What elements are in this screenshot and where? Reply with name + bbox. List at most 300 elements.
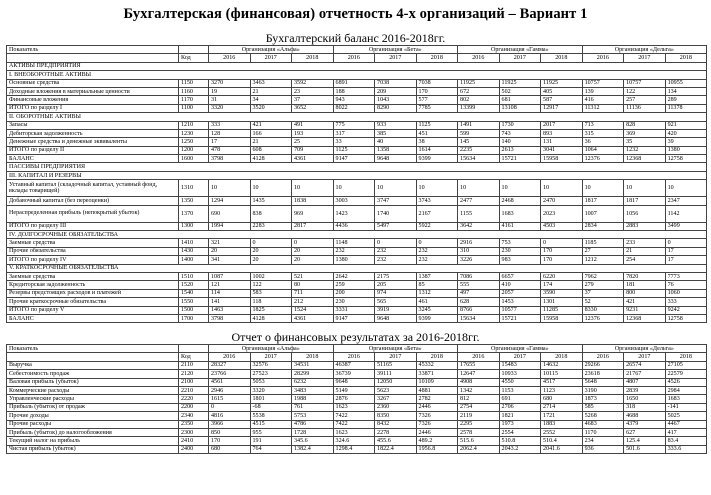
value-cell: 4379 [624, 420, 666, 428]
value-cell: 76 [665, 281, 707, 289]
section-label: III. КАПИТАЛ И РЕЗЕРВЫ [7, 171, 707, 179]
value-cell: 12368 [624, 155, 666, 163]
value-cell: 17 [665, 256, 707, 264]
value-cell: 10757 [624, 79, 666, 87]
value-cell: 5753 [292, 412, 334, 420]
row-code: 2120 [179, 370, 209, 378]
value-cell: 85 [416, 281, 458, 289]
value-cell: 318 [624, 403, 666, 411]
value-cell: 14632 [541, 361, 583, 369]
value-cell: 122 [250, 281, 292, 289]
year-header: 2018 [541, 54, 583, 62]
row-code: 1310 [179, 180, 209, 197]
value-cell: 11925 [499, 79, 541, 87]
value-cell: 232 [375, 256, 417, 264]
value-cell: 22579 [665, 370, 707, 378]
table-row [7, 79, 707, 87]
table-row [7, 403, 707, 411]
value-cell: 4908 [458, 378, 500, 386]
value-cell: 0 [375, 239, 417, 247]
value-cell: 1994 [209, 222, 251, 230]
value-cell: 11285 [541, 306, 583, 314]
value-cell: 1817 [624, 197, 666, 205]
row-code: 2410 [179, 437, 209, 445]
value-cell: 2295 [458, 420, 500, 428]
value-cell: 23 [292, 87, 334, 95]
row-label: БАЛАНС [7, 314, 179, 322]
value-cell: 114 [209, 289, 251, 297]
value-cell: 955 [250, 428, 292, 436]
year-header: 2017 [375, 353, 417, 361]
value-cell: 3483 [292, 386, 334, 394]
row-code: 1300 [179, 222, 209, 230]
table-row [7, 298, 707, 306]
row-label: Финансовые вложения [7, 96, 179, 104]
year-header: 2016 [333, 54, 375, 62]
table-row [7, 155, 707, 163]
value-cell: 170 [541, 256, 583, 264]
value-cell: 12917 [541, 104, 583, 112]
value-cell: 5149 [333, 386, 375, 394]
value-cell: 1728 [292, 428, 334, 436]
value-cell: 3747 [375, 197, 417, 205]
value-cell: 4561 [209, 378, 251, 386]
year-header: 2017 [499, 54, 541, 62]
value-cell: 17655 [458, 361, 500, 369]
value-cell: 4503 [541, 222, 583, 230]
value-cell: 1491 [458, 121, 500, 129]
value-cell: 12647 [458, 370, 500, 378]
value-cell: 691 [499, 395, 541, 403]
value-cell: 17 [209, 138, 251, 146]
row-code: 1400 [179, 256, 209, 264]
year-header: 2018 [541, 353, 583, 361]
value-cell: 7773 [665, 272, 707, 280]
value-cell: 800 [624, 289, 666, 297]
row-label: ИТОГО по разделу IV [7, 256, 179, 264]
value-cell: 8432 [375, 420, 417, 428]
value-cell: 4161 [499, 222, 541, 230]
table-row [7, 281, 707, 289]
value-cell: 36 [582, 138, 624, 146]
value-cell: 36739 [333, 370, 375, 378]
table-row [7, 289, 707, 297]
value-cell: 21767 [624, 370, 666, 378]
value-cell: 385 [375, 129, 417, 137]
value-cell: 35 [624, 138, 666, 146]
value-cell: 259 [333, 281, 375, 289]
code-header: Код [179, 54, 209, 62]
value-cell: 0 [665, 239, 707, 247]
row-code: 2110 [179, 361, 209, 369]
value-cell: 15958 [541, 314, 583, 322]
value-cell: 680 [541, 395, 583, 403]
value-cell: 3331 [333, 306, 375, 314]
value-cell: 315 [582, 129, 624, 137]
value-cell: 7785 [416, 104, 458, 112]
value-cell: 10 [333, 180, 375, 197]
row-code: 1500 [179, 306, 209, 314]
value-cell: 9399 [416, 314, 458, 322]
value-cell: 7326 [416, 420, 458, 428]
value-cell: 420 [665, 129, 707, 137]
value-cell: 3966 [209, 420, 251, 428]
row-label: Прочие доходы [7, 412, 179, 420]
value-cell: 170 [416, 87, 458, 95]
row-label: Дебиторская задолженность [7, 129, 179, 137]
row-label: Управленческие расходы [7, 395, 179, 403]
value-cell: 489.2 [416, 437, 458, 445]
value-cell: 2057 [499, 289, 541, 297]
row-label: ИТОГО по разделу V [7, 306, 179, 314]
value-cell: 2062.4 [458, 445, 500, 453]
row-code: 1370 [179, 205, 209, 222]
value-cell: -68 [250, 403, 292, 411]
table-row [7, 239, 707, 247]
section-row [7, 62, 707, 70]
section-label: I. ВНЕОБОРОТНЫЕ АКТИВЫ [7, 71, 707, 79]
value-cell: 2167 [416, 205, 458, 222]
year-header: 2017 [250, 54, 292, 62]
value-cell: 3245 [416, 306, 458, 314]
value-cell: 12376 [582, 314, 624, 322]
value-cell: 21 [250, 138, 292, 146]
value-cell: 3041 [541, 146, 583, 154]
row-code: 1350 [179, 197, 209, 205]
section-row [7, 264, 707, 272]
value-cell: 0 [250, 239, 292, 247]
value-cell: 627 [624, 428, 666, 436]
value-cell: 9231 [624, 306, 666, 314]
section-row [7, 163, 707, 171]
value-cell: 10 [292, 180, 334, 197]
row-code: 1700 [179, 314, 209, 322]
year-header: 2017 [499, 353, 541, 361]
row-code: 1250 [179, 138, 209, 146]
value-cell: 5268 [582, 412, 624, 420]
value-cell: 10 [541, 180, 583, 197]
value-cell: 2883 [624, 222, 666, 230]
year-header: 2018 [292, 353, 334, 361]
value-cell: 17 [665, 247, 707, 255]
value-cell: 333.6 [665, 445, 707, 453]
table-row [7, 96, 707, 104]
row-code: 1540 [179, 289, 209, 297]
org-header: Организация «Дельта» [582, 46, 707, 54]
row-label: ИТОГО по разделу II [7, 146, 179, 154]
table-row [7, 247, 707, 255]
row-code: 1520 [179, 281, 209, 289]
value-cell: 205 [375, 281, 417, 289]
value-cell: 565 [375, 298, 417, 306]
row-label: Текущий налог на прибыль [7, 437, 179, 445]
value-cell: 1623 [333, 403, 375, 411]
value-cell: 310 [458, 247, 500, 255]
row-code: 1160 [179, 87, 209, 95]
value-cell: 521 [292, 272, 334, 280]
value-cell: 599 [458, 129, 500, 137]
value-cell: 23618 [582, 370, 624, 378]
value-cell: 0 [209, 403, 251, 411]
value-cell: 709 [292, 146, 334, 154]
row-label: Выручка [7, 361, 179, 369]
value-cell: 20 [250, 256, 292, 264]
year-header: 2018 [416, 54, 458, 62]
value-cell: 1298.4 [333, 445, 375, 453]
value-cell: 3267 [375, 395, 417, 403]
year-header: 2016 [458, 353, 500, 361]
value-cell: 31 [209, 96, 251, 104]
value-cell: 1423 [333, 205, 375, 222]
year-header: 2017 [624, 54, 666, 62]
value-cell: 212 [292, 298, 334, 306]
value-cell: 3270 [209, 79, 251, 87]
value-cell: 140 [499, 138, 541, 146]
row-code: 2340 [179, 412, 209, 420]
value-cell: 3798 [209, 314, 251, 322]
value-cell: 9147 [333, 155, 375, 163]
section-row [7, 171, 707, 179]
value-cell: 1301 [541, 298, 583, 306]
row-label: ИТОГО по разделу III [7, 222, 179, 230]
value-cell: 9648 [375, 155, 417, 163]
value-cell: 333 [209, 121, 251, 129]
value-cell: 4436 [333, 222, 375, 230]
value-cell: 3003 [333, 197, 375, 205]
value-cell: 421 [624, 298, 666, 306]
table-row [7, 121, 707, 129]
value-cell: 3652 [292, 104, 334, 112]
value-cell: 1801 [250, 395, 292, 403]
year-header: 2018 [665, 353, 707, 361]
code-header-blank [179, 46, 209, 54]
value-cell: 1730 [499, 121, 541, 129]
value-cell: 3592 [292, 79, 334, 87]
value-cell: 1087 [209, 272, 251, 280]
value-cell: 1043 [375, 96, 417, 104]
value-cell: 1382.4 [292, 445, 334, 453]
value-cell: 12050 [375, 378, 417, 386]
value-cell: 10115 [541, 370, 583, 378]
value-cell: 7422 [333, 420, 375, 428]
value-cell: 1650 [624, 395, 666, 403]
value-cell: 1453 [499, 298, 541, 306]
value-cell: 11312 [582, 104, 624, 112]
value-cell: 11925 [541, 79, 583, 87]
value-cell: 2706 [499, 403, 541, 411]
table-row [7, 370, 707, 378]
value-cell: 3320 [209, 104, 251, 112]
value-cell: 838 [250, 205, 292, 222]
value-cell: 921 [665, 121, 707, 129]
year-header: 2018 [665, 54, 707, 62]
value-cell: 6657 [499, 272, 541, 280]
value-cell: 145 [458, 138, 500, 146]
row-code: 1210 [179, 121, 209, 129]
value-cell: 1524 [292, 306, 334, 314]
value-cell: 1387 [416, 272, 458, 280]
value-cell: 2552 [541, 428, 583, 436]
value-cell: 8330 [582, 306, 624, 314]
table-row [7, 306, 707, 314]
value-cell: 812 [458, 395, 500, 403]
value-cell: 174 [541, 281, 583, 289]
value-cell: 2468 [499, 197, 541, 205]
value-cell: 3798 [209, 155, 251, 163]
value-cell: 6220 [541, 272, 583, 280]
value-cell: 15958 [541, 155, 583, 163]
value-cell: 7820 [624, 272, 666, 280]
value-cell: 1232 [624, 146, 666, 154]
value-cell: 32576 [250, 361, 292, 369]
value-cell: 7962 [582, 272, 624, 280]
value-cell: 1153 [499, 386, 541, 394]
value-cell: 9242 [665, 306, 707, 314]
value-cell: 230 [499, 247, 541, 255]
value-cell: 15634 [458, 155, 500, 163]
row-label: Прибыль (убыток) до налогообложения [7, 428, 179, 436]
value-cell: 7086 [458, 272, 500, 280]
value-cell: 83.4 [665, 437, 707, 445]
value-cell: 672 [458, 87, 500, 95]
value-cell: 40 [375, 138, 417, 146]
value-cell: 2477 [458, 197, 500, 205]
table-row [7, 197, 707, 205]
value-cell: 20 [292, 247, 334, 255]
value-cell: 345.6 [292, 437, 334, 445]
value-cell: 1721 [541, 412, 583, 420]
value-cell: 25 [292, 138, 334, 146]
table-row [7, 361, 707, 369]
value-cell: 761 [292, 403, 334, 411]
value-cell: 1002 [250, 272, 292, 280]
value-cell: 122 [624, 87, 666, 95]
value-cell: 4467 [665, 420, 707, 428]
value-cell: 3642 [458, 222, 500, 230]
year-header: 2016 [209, 353, 251, 361]
value-cell: 1615 [209, 395, 251, 403]
value-cell: -141 [665, 403, 707, 411]
value-cell: 28327 [209, 361, 251, 369]
row-code: 2200 [179, 403, 209, 411]
value-cell: 193 [292, 129, 334, 137]
table-row [7, 437, 707, 445]
value-cell: 4816 [209, 412, 251, 420]
value-cell: 8766 [458, 306, 500, 314]
value-cell: 497 [458, 289, 500, 297]
value-cell: 27523 [250, 370, 292, 378]
year-header: 2016 [582, 54, 624, 62]
value-cell: 585 [582, 403, 624, 411]
value-cell: 0 [416, 239, 458, 247]
value-cell: 3520 [250, 104, 292, 112]
indicator-header: Показатель [7, 46, 179, 54]
year-header-row [7, 54, 707, 62]
table-row [7, 445, 707, 453]
value-cell: 2613 [499, 146, 541, 154]
value-cell: 2984 [665, 386, 707, 394]
header-row [7, 345, 707, 353]
value-cell: 11925 [458, 79, 500, 87]
value-cell: 5648 [582, 378, 624, 386]
value-cell: 27105 [665, 361, 707, 369]
value-cell: 421 [250, 121, 292, 129]
value-cell: 118 [250, 298, 292, 306]
value-cell: 680 [209, 445, 251, 453]
financial-results-title: Отчет о финансовых результатах за 2016-2018гг. [231, 330, 480, 344]
value-cell: 15483 [499, 361, 541, 369]
value-cell: 10757 [582, 79, 624, 87]
table-row [7, 205, 707, 222]
value-cell: 2876 [333, 395, 375, 403]
value-cell: 15721 [499, 314, 541, 322]
value-cell: 4526 [665, 378, 707, 386]
value-cell: 139 [582, 87, 624, 95]
row-label: Прочие расходы [7, 420, 179, 428]
year-header: 2016 [209, 54, 251, 62]
value-cell: 39111 [375, 370, 417, 378]
value-cell: 4688 [624, 412, 666, 420]
row-label: Валовая прибыль (убыток) [7, 378, 179, 386]
value-cell: 317 [333, 129, 375, 137]
value-cell: 7038 [375, 79, 417, 87]
value-cell: 1064 [582, 146, 624, 154]
value-cell: 4361 [292, 314, 334, 322]
value-cell: 451 [416, 129, 458, 137]
value-cell: 455.6 [375, 437, 417, 445]
value-cell: 2119 [458, 412, 500, 420]
value-cell: 410 [499, 281, 541, 289]
row-code: 2210 [179, 386, 209, 394]
value-cell: 2446 [416, 403, 458, 411]
value-cell: 1380 [333, 256, 375, 264]
value-cell: 2578 [458, 428, 500, 436]
table-row [7, 412, 707, 420]
indicator-header: Показатель [7, 345, 179, 353]
value-cell: 2043.2 [499, 445, 541, 453]
year-header: 2017 [624, 353, 666, 361]
value-cell: 4128 [250, 314, 292, 322]
year-header: 2017 [375, 54, 417, 62]
value-cell: 170 [209, 437, 251, 445]
value-cell: 1614 [416, 146, 458, 154]
value-cell: 4128 [250, 155, 292, 163]
value-cell: 10 [665, 180, 707, 197]
value-cell: 3499 [665, 222, 707, 230]
value-cell: 501.6 [624, 445, 666, 453]
value-cell: 191 [250, 437, 292, 445]
value-cell: 125.4 [624, 437, 666, 445]
value-cell: 1170 [582, 428, 624, 436]
section-row [7, 71, 707, 79]
row-code: 2350 [179, 420, 209, 428]
value-cell: 515.6 [458, 437, 500, 445]
value-cell: 8290 [375, 104, 417, 112]
value-cell: 3743 [416, 197, 458, 205]
value-cell: 369 [624, 129, 666, 137]
value-cell: 166 [250, 129, 292, 137]
value-cell: 1623 [333, 428, 375, 436]
value-cell: 33 [333, 138, 375, 146]
value-cell: 1817 [582, 197, 624, 205]
value-cell: 188 [333, 87, 375, 95]
value-cell: 608 [250, 146, 292, 154]
table-row [7, 272, 707, 280]
row-label: Запасы [7, 121, 179, 129]
section-row [7, 231, 707, 239]
header-row [7, 46, 707, 54]
value-cell: 2714 [541, 403, 583, 411]
